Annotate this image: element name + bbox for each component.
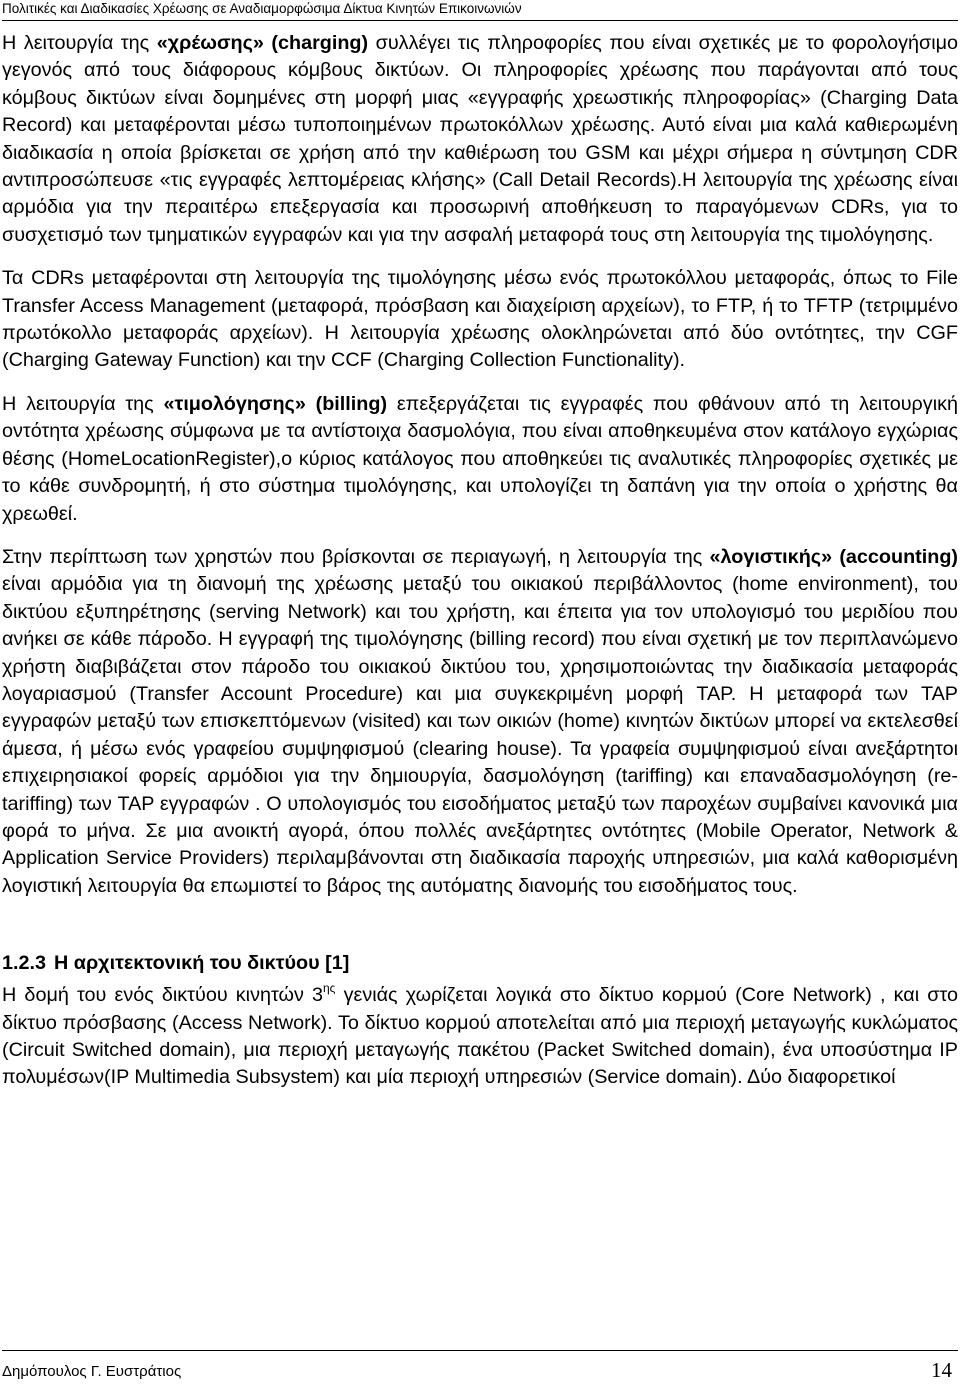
bold-term-accounting: «λογιστικής» (accounting) [709,545,958,568]
section-number: 1.2.3 [2,952,46,975]
page-number: 14 [931,1358,952,1382]
section-title: Η αρχιτεκτονική του δικτύου [1] [54,952,350,975]
text-run: γενιάς χωρίζεται λογικά στο δίκτυο κορμού (Core Network) , και στο δίκτυο πρόσβασης (Access Network). Το δίκτυο κορμού αποτελείται από μια περιοχή μεταγωγής κυκλώματος (Circuit Switched domain), μια περιοχή μεταγωγής πακέτου (Packet Switched domain), ένα υποσύστημα IP πολυμέσων(IP Multimedia Subsystem) και μία περιοχή υπηρεσιών (Service domain). Δύο διαφορετικοί [2,984,958,1089]
paragraph-billing [2,391,958,528]
paragraph-cdr-transfer [2,265,958,375]
running-header [2,0,958,21]
text-run: Η λειτουργία της [2,392,164,415]
bold-term-charging: «χρέωσης» (charging) [156,32,369,54]
running-title: Πολιτικές και Διαδικασίες Χρέωσης σε Αναδιαμορφώσιμα Δίκτυα Κινητών Επικοινωνιών [2,1,522,16]
text-run: συλλέγει τις πληροφορίες που είναι σχετικές με το φορολογήσιμο γεγονός από τους διάφορους κόμβους δικτύων. Οι πληροφορίες χρέωσης που παράγονται από τους κόμβους δικτύων είναι δομημένες στη μορφή μιας «εγγραφής χρεωστικής πληροφορίας» (Charging Data Record) και μεταφέρονται μέσω τυποποιημένων πρωτοκόλλων χρέωσης. Αυτό είναι μια καλά καθιερωμένη διαδικασία η οποία βρίσκεται σε χρήση από την καθιέρωση του GSM και μέχρι σήμερα η σύντμηση CDR αντιπροσώπευσε «τις εγγραφές λεπτομέρειας κλήσης» (Call Detail Records).Η λειτουργία της χρέωσης είναι αρμόδια για την περαιτέρω επεξεργασία και προσωρινή αποθήκευση το παραγόμενων CDRs, για το συσχετισμό των τμηματικών εγγραφών και για την ασφαλή μεταφορά τους στη λειτουργία της τιμολόγησης. [2,32,958,246]
text-run: Η δομή του ενός δικτύου κινητών 3 [2,984,323,1007]
superscript-ordinal: ης [323,980,336,995]
bold-term-billing: «τιμολόγησης» (billing) [163,392,388,415]
text-run: επεξεργάζεται τις εγγραφές που φθάνουν από τη λειτουργική οντότητα χρέωσης σύμφωνα με τα αντίστοιχα δασμολόγια, που είναι αποθηκευμένα στον κατάλογο εγχώριας θέσης (HomeLocationRegister),ο κύριος κατάλογος που αποθηκεύει τις αναλυτικές πληροφορίες σχετικές με το κάθε συνδρομητή, ή στο σύστημα τιμολόγησης, και υπολογίζει τη δαπάνη για την οποία ο χρήστης θα χρεωθεί. [2,392,958,525]
paragraph-accounting [2,544,958,900]
paragraph-architecture [2,982,958,1092]
page-footer [2,1350,958,1383]
footer-author: Δημόπουλος Γ. Ευστράτιος [2,1363,182,1380]
text-run: Τα CDRs μεταφέρονται στη λειτουργία της τιμολόγησης μέσω ενός πρωτοκόλλου μεταφοράς, όπως το File Transfer Access Management (μεταφορά, πρόσβαση και διαχείριση αρχείων), το FTP, ή το TFTP (τετριμμένο πρωτόκολλο μεταφοράς αρχείων). Η λειτουργία χρέωσης ολοκληρώνεται από δύο οντότητες, την CGF (Charging Gateway Function) και την CCF (Charging Collection Functionality). [2,267,958,372]
paragraph-charging [2,30,958,249]
text-run: είναι αρμόδια για τη διανομή της χρέωσης μεταξύ του οικιακού περιβάλλοντος (home environment), του δικτύου εξυπηρέτησης (serving Network) και του χρήστη, και έπειτα για τον υπολογισμό του μεριδίου που ανήκει σε κάθε πάροδο. Η εγγραφή της τιμολόγησης (billing record) που είναι σχετική με τον περιπλανώμενο χρήστη διαβιβάζεται στον πάροδο του οικιακού δικτύου του, χρησιμοποιώντας την διαδικασία μεταφοράς λογαριασμού (Transfer Account Procedure) και μια συγκεκριμένη μορφή TAP. Η μεταφορά των TAP εγγραφών μεταξύ των επισκεπτόμενων (visited) και των οικιών (home) κινητών δικτύων μπορεί να εκτελεσθεί άμεσα, ή μέσω ενός γραφείου συμψηφισμού (clearing house). Τα γραφεία συμψηφισμού είναι ανεξάρτητοι επιχειρησιακοί φορείς αρμόδιοι για την δημιουργία, δασμολόγηση (tariffing) και επαναδασμολόγηση (re-tariffing) των TAP εγγραφών . Ο υπολογισμός του εισοδήματος μεταξύ των παροχέων συμβαίνει κανονικά μια φορά το μήνα. Σε μια ανοικτή αγορά, όπου πολλές ανεξάρτητες οντότητες (Mobile Operator, Network & Application Service Providers) περιλαμβάνονται στη διαδικασία παροχής υπηρεσιών, μια καλά καθορισμένη λογιστική λειτουργία θα επωμιστεί το βάρος της αυτόματης διανομής του εισοδήματος τους. [2,573,958,897]
page-content [2,30,958,1108]
section-heading [2,950,958,977]
text-run: Η λειτουργία της [2,32,157,54]
text-run: Στην περίπτωση των χρηστών που βρίσκονται σε περιαγωγή, η λειτουργία της [2,545,710,568]
